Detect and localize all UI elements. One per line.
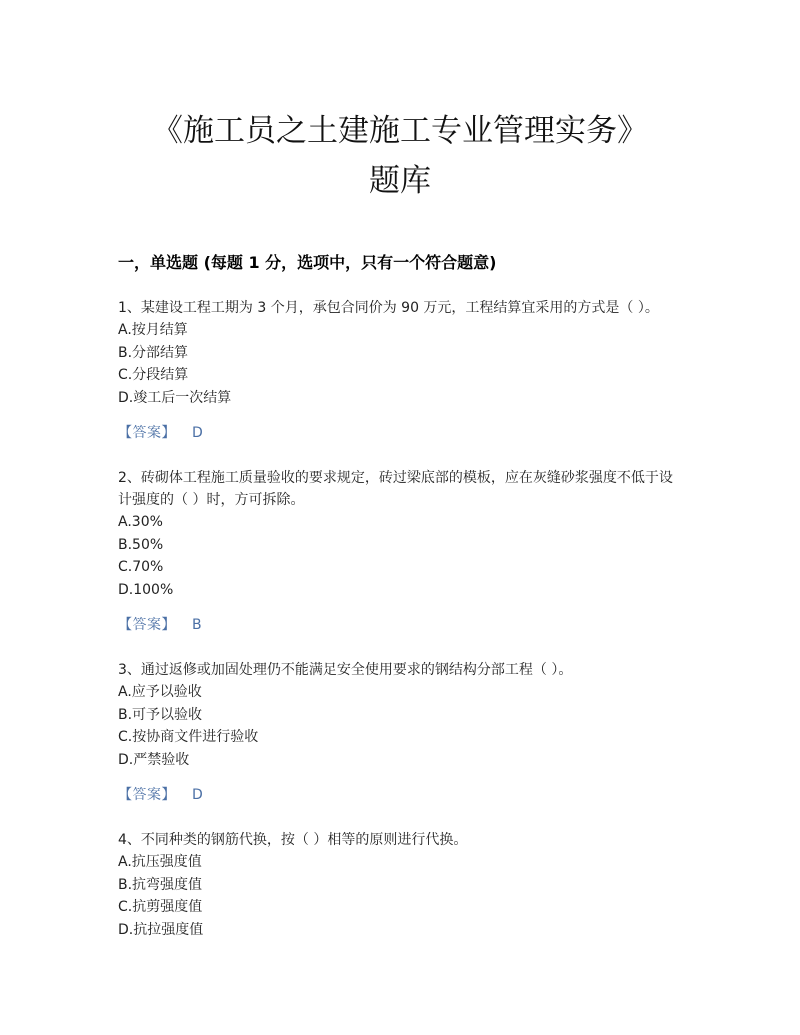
answer-value: D bbox=[192, 787, 203, 803]
option-d: D.抗拉强度值 bbox=[118, 921, 204, 938]
option-d: D.100% bbox=[118, 581, 174, 598]
title-line-2: 题库 bbox=[369, 163, 431, 199]
question-4 bbox=[118, 829, 682, 941]
option-list bbox=[118, 511, 682, 601]
option-a: A.30% bbox=[118, 514, 163, 530]
answer-label: 【答案】 bbox=[118, 617, 176, 633]
answer-label: 【答案】 bbox=[118, 425, 176, 441]
section-heading: 一，单选题 (每题 1 分，选项中，只有一个符合题意) bbox=[118, 253, 497, 272]
question-3 bbox=[118, 659, 682, 805]
option-b: B.50% bbox=[118, 536, 164, 553]
option-c: C.70% bbox=[118, 559, 164, 575]
question-1 bbox=[118, 297, 682, 443]
answer-value: B bbox=[192, 617, 202, 633]
title-line-1: 《施工员之土建施工专业管理实务》 bbox=[152, 113, 648, 149]
answer-value: D bbox=[192, 425, 203, 441]
option-list bbox=[118, 319, 682, 409]
option-b: B.分部结算 bbox=[118, 344, 189, 361]
option-a: A.抗压强度值 bbox=[118, 854, 202, 870]
answer-line bbox=[118, 423, 682, 443]
question-text: 3、通过返修或加固处理仍不能满足安全使用要求的钢结构分部工程（ ）。 bbox=[118, 662, 573, 678]
option-b: B.抗弯强度值 bbox=[118, 876, 203, 893]
answer-label: 【答案】 bbox=[118, 787, 176, 803]
option-a: A.应予以验收 bbox=[118, 684, 202, 700]
answer-line bbox=[118, 615, 682, 635]
question-2 bbox=[118, 467, 682, 635]
question-text: 4、不同种类的钢筋代换，按（ ）相等的原则进行代换。 bbox=[118, 832, 468, 848]
question-text: 1、某建设工程工期为 3 个月，承包合同价为 90 万元，工程结算宜采用的方式是（ ）。 bbox=[118, 300, 659, 316]
question-text: 2、砖砌体工程施工质量验收的要求规定，砖过梁底部的模板，应在灰缝砂浆强度不低于设计强度的（ ）时，方可拆除。 bbox=[118, 470, 673, 508]
option-c: C.分段结算 bbox=[118, 367, 189, 383]
option-d: D.竣工后一次结算 bbox=[118, 389, 232, 406]
option-list bbox=[118, 851, 682, 941]
option-b: B.可予以验收 bbox=[118, 706, 203, 723]
option-c: C.抗剪强度值 bbox=[118, 899, 203, 915]
option-a: A.按月结算 bbox=[118, 322, 188, 338]
option-list bbox=[118, 681, 682, 771]
document-title bbox=[118, 0, 682, 206]
answer-line bbox=[118, 785, 682, 805]
option-d: D.严禁验收 bbox=[118, 751, 190, 768]
option-c: C.按协商文件进行验收 bbox=[118, 729, 259, 745]
